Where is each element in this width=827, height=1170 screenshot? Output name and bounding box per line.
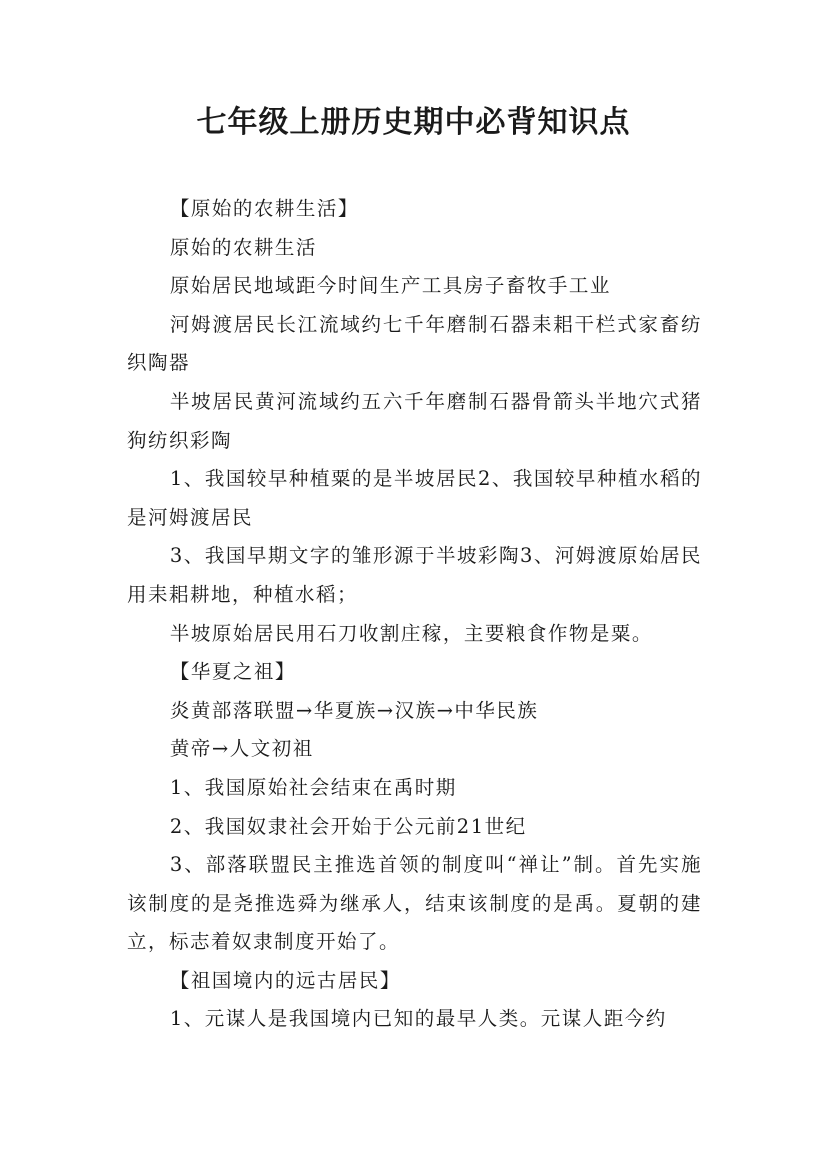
section-heading-ancient-residents: 【祖国境内的远古居民】 [169,968,401,992]
paragraph: 1、我国较早种植粟的是半坡居民2、我国较早种植水稻的是河姆渡居民 [127,467,702,529]
paragraph: 河姆渡居民长江流域约七千年磨制石器耒耜干栏式家畜纺织陶器 [127,312,702,375]
paragraph: 1、我国原始社会结束在禹时期 [169,775,457,799]
section-heading-huaxia: 【华夏之祖】 [169,660,296,684]
paragraph: 3、部落联盟民主推选首领的制度叫“禅让”制。首先实施该制度的是尧推选舜为继承人，结束该制度的是禹。夏朝的建立，标志着奴隶制度开始了。 [127,853,702,954]
paragraph: 黄帝→人文初祖 [169,737,314,761]
paragraph: 半坡原始居民用石刀收割庄稼，主要粮食作物是粟。 [169,621,653,645]
paragraph: 炎黄部落联盟→华夏族→汉族→中华民族 [169,698,539,722]
section-heading-primitive-farming: 【原始的农耕生活】 [169,197,359,220]
document-body [127,190,702,1039]
paragraph: 3、我国早期文字的雏形源于半坡彩陶3、河姆渡原始居民用耒耜耕地，种植水稻； [127,544,702,606]
paragraph: 半坡居民黄河流域约五六千年磨制石器骨箭头半地穴式猪狗纺织彩陶 [127,389,702,452]
paragraph: 2、我国奴隶社会开始于公元前21世纪 [169,814,527,838]
paragraph: 原始的农耕生活 [169,235,317,259]
paragraph: 1、元谋人是我国境内已知的最早人类。元谋人距今约 [169,1007,667,1031]
paragraph: 原始居民地域距今时间生产工具房子畜牧手工业 [169,274,611,298]
document-title: 七年级上册历史期中必背知识点 [196,105,631,140]
